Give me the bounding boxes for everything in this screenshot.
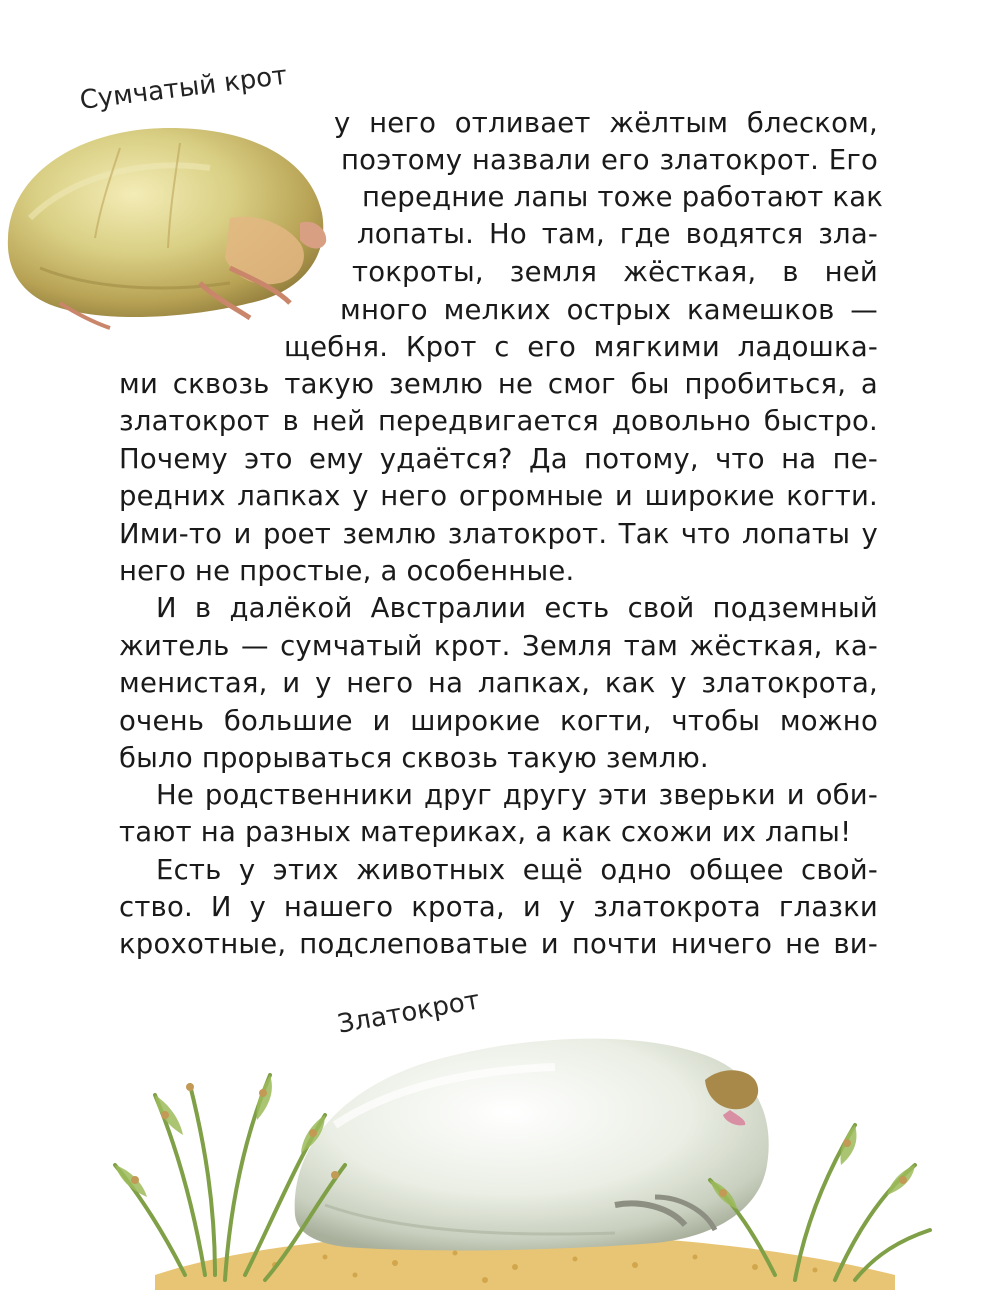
text-line: златокрот в ней передвигается довольно быстро. xyxy=(119,405,878,437)
text-line: Почему это ему удаётся? Да потому, что на пе- xyxy=(119,443,878,475)
text-line: щебня. Крот с его мягкими ладошка- xyxy=(284,331,878,363)
caption-marsupial-mole: Сумчатый крот xyxy=(78,60,289,116)
text-line: было прорываться сквозь такую землю. xyxy=(119,742,709,774)
text-line: поэтому назвали его златокрот. Его xyxy=(341,144,878,176)
text-line: Не родственники друг другу эти зверьки и оби- xyxy=(156,779,878,811)
text-line: И в далёкой Австралии есть свой подземный xyxy=(156,592,878,624)
text-line: Ими-то и роет землю златокрот. Так что лопаты у xyxy=(119,518,878,550)
caption-golden-mole: Златокрот xyxy=(335,985,482,1040)
text-line: ми сквозь такую землю не смог бы пробиться, а xyxy=(119,368,878,400)
text-line: передние лапы тоже работают как xyxy=(362,181,884,213)
text-line: очень большие и широкие когти, чтобы можно xyxy=(119,705,878,737)
text-line: житель — сумчатый крот. Земля там жёсткая, ка- xyxy=(119,630,878,662)
text-line: тают на разных материках, а как схожи их лапы! xyxy=(119,816,852,848)
text-line: лопаты. Но там, где водятся зла- xyxy=(357,218,878,250)
golden-mole-illustration xyxy=(95,975,935,1290)
text-line: Есть у этих животных ещё одно общее свой- xyxy=(156,854,878,886)
text-line: него не простые, а особенные. xyxy=(119,555,575,587)
text-line: много мелких острых камешков — xyxy=(340,294,878,326)
marsupial-mole-illustration xyxy=(0,118,345,333)
text-line: редних лапках у него огромные и широкие когти. xyxy=(119,480,878,512)
text-line: крохотные, подслеповатые и почти ничего не ви- xyxy=(119,928,878,960)
text-line: менистая, и у него на лапках, как у златокрота, xyxy=(119,667,878,699)
text-line: у него отливает жёлтым блеском, xyxy=(334,107,878,139)
text-line: токроты, земля жёсткая, в ней xyxy=(352,256,878,288)
text-line: ство. И у нашего крота, и у златокрота глазки xyxy=(119,891,878,923)
